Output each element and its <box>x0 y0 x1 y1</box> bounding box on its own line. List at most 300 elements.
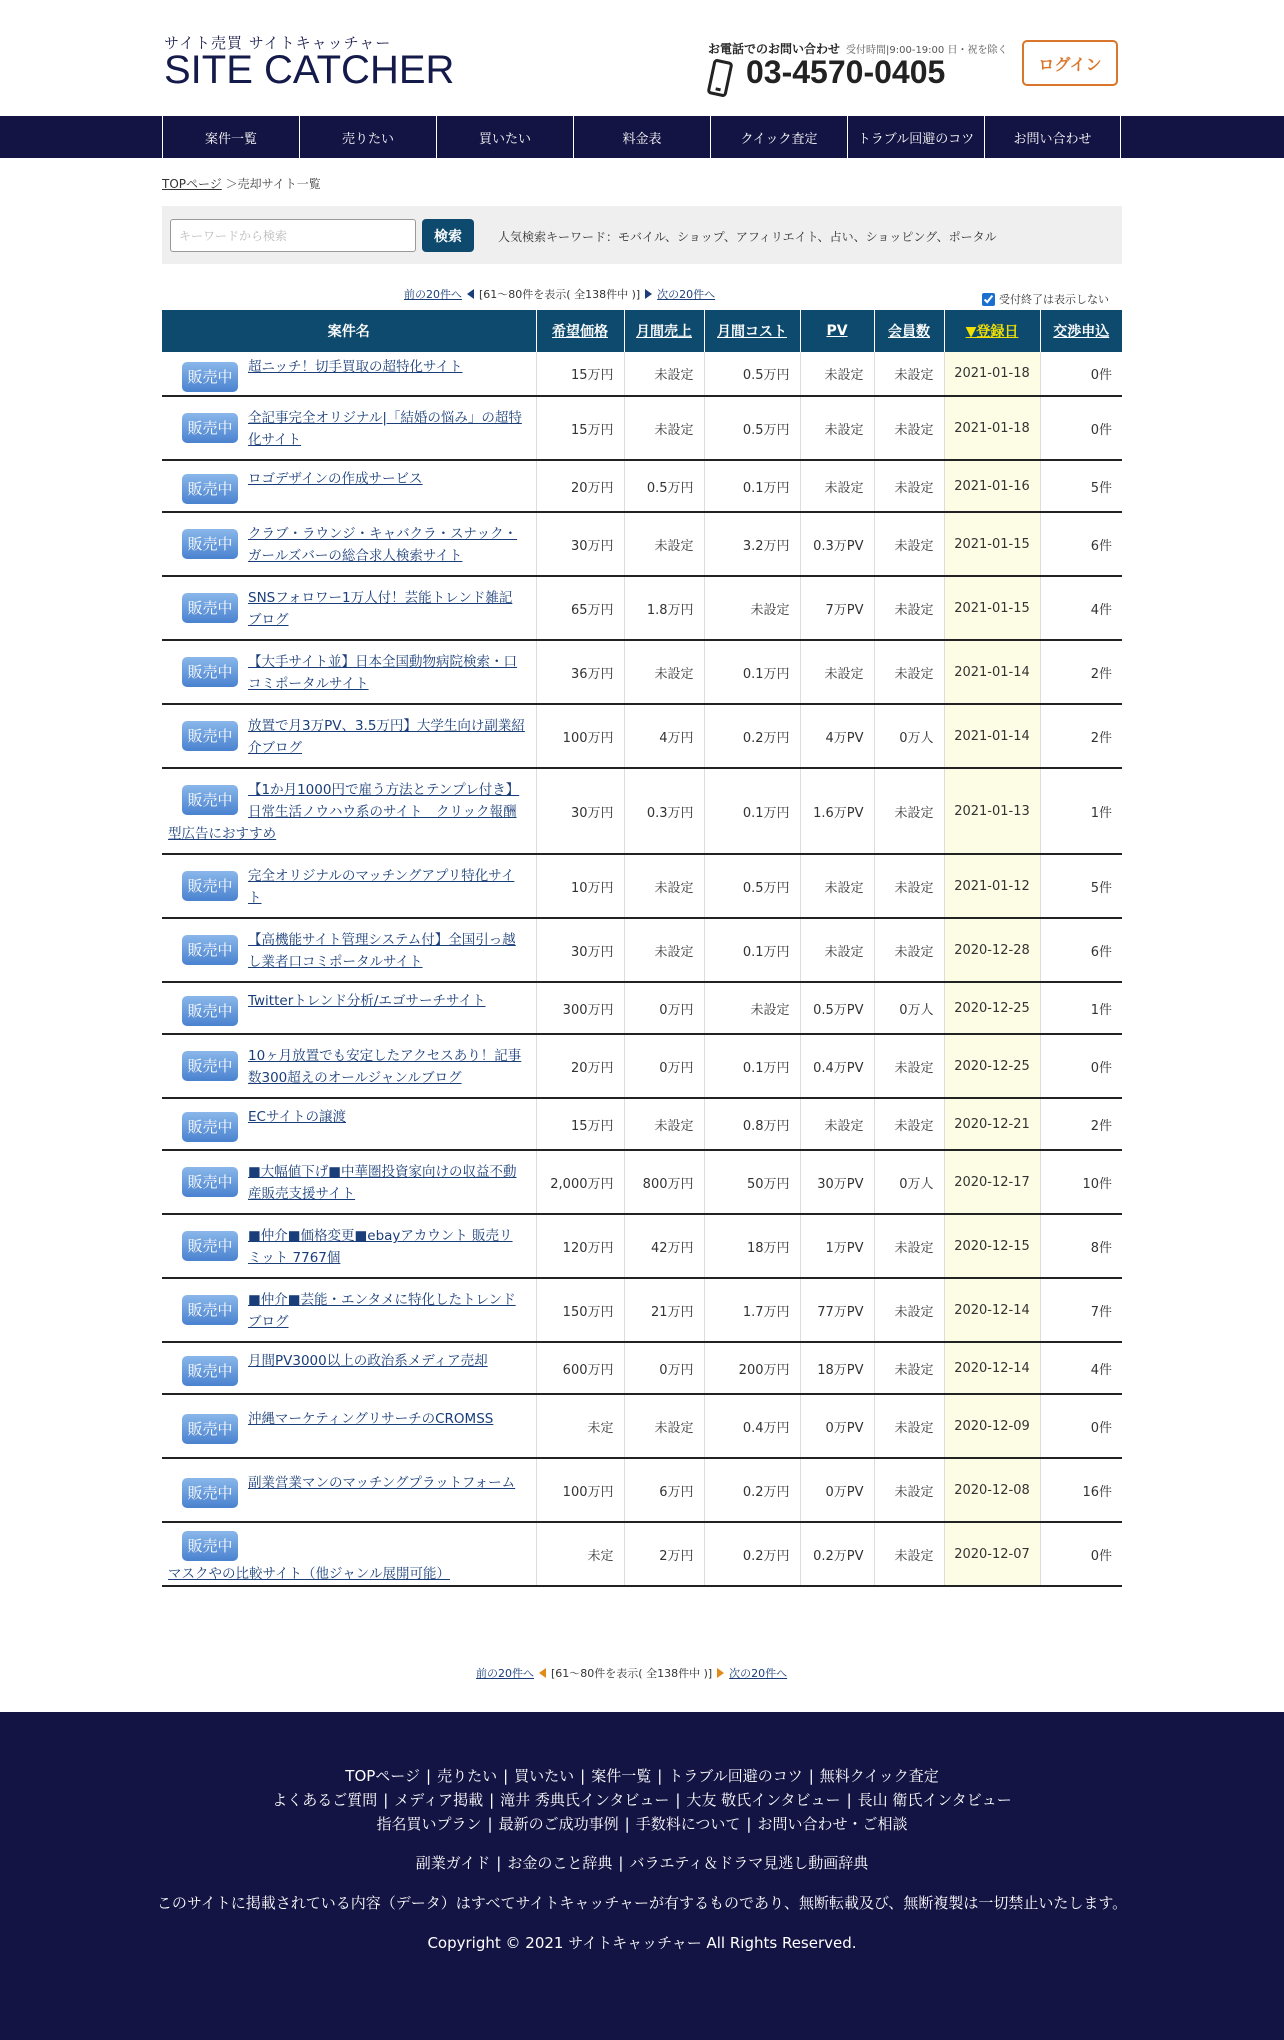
cell-members: 未設定 <box>874 1214 944 1278</box>
footer-link[interactable]: 指名買いプラン <box>376 1815 482 1833</box>
cell-price: 20万円 <box>536 1034 624 1098</box>
cell-sales: 未設定 <box>624 396 704 460</box>
cell-price: 未定 <box>536 1522 624 1586</box>
table-row <box>162 1034 1122 1098</box>
status-badge: 販売中 <box>182 474 238 504</box>
cell-pv: 未設定 <box>800 460 874 512</box>
status-badge: 販売中 <box>182 1167 238 1197</box>
cell-name <box>162 512 536 576</box>
listing-name-wrap <box>168 405 526 451</box>
cell-name <box>162 1522 536 1586</box>
cell-name <box>162 1342 536 1394</box>
cell-pv: 1.6万PV <box>800 768 874 854</box>
cell-members: 0万人 <box>874 982 944 1034</box>
listing-name-wrap <box>168 1523 526 1585</box>
status-badge: 販売中 <box>182 1231 238 1261</box>
cell-date: 2020-12-08 <box>944 1458 1040 1522</box>
status-badge: 販売中 <box>182 362 238 392</box>
cell-sales: 0万円 <box>624 1034 704 1098</box>
cell-pv: 4万PV <box>800 704 874 768</box>
cell-price: 10万円 <box>536 854 624 918</box>
listing-name-wrap <box>168 466 526 498</box>
footer-link[interactable]: トラブル回避のコツ <box>668 1767 803 1785</box>
cell-offers: 16件 <box>1040 1458 1122 1522</box>
cell-cost: 0.4万円 <box>704 1394 800 1458</box>
column-header-label: PV <box>826 323 848 339</box>
status-badge: 販売中 <box>182 1531 238 1561</box>
contact-label-text: お電話でのお問い合わせ <box>708 42 841 56</box>
cell-cost: 未設定 <box>704 982 800 1034</box>
status-badge: 販売中 <box>182 1295 238 1325</box>
listing-link[interactable]: 【高機能サイト管理システム付】全国引っ越し業者口コミポータルサイト <box>248 932 516 970</box>
footer-copyright: Copyright © 2021 サイトキャッチャー All Rights Reserved. <box>427 1934 857 1952</box>
listing-table <box>162 310 1122 1587</box>
cell-sales: 未設定 <box>624 512 704 576</box>
cell-price: 15万円 <box>536 352 624 396</box>
cell-offers: 0件 <box>1040 1034 1122 1098</box>
column-header-label: ▼登録日 <box>965 324 1019 340</box>
listing-name-wrap <box>168 1104 526 1136</box>
cell-sales: 0万円 <box>624 982 704 1034</box>
footer-link[interactable]: 大友 敬氏インタビュー <box>686 1791 841 1809</box>
cell-pv: 7万PV <box>800 576 874 640</box>
cell-sales: 0.3万円 <box>624 768 704 854</box>
listing-link[interactable]: Twitterトレンド分析/エゴサーチサイト <box>248 993 486 1009</box>
footer-link[interactable]: よくあるご質問 <box>272 1791 378 1809</box>
site-logo[interactable]: SITE CATCHER <box>164 48 455 92</box>
cell-date: 2020-12-07 <box>944 1522 1040 1586</box>
cell-name <box>162 1098 536 1150</box>
prev-arrow-icon-bottom <box>539 1668 546 1678</box>
popular-keywords: 人気検索キーワード：モバイル、ショップ、アフィリエイト、占い、ショッピング、ポータル <box>498 230 997 244</box>
listing-name-wrap <box>168 713 526 759</box>
cell-name <box>162 352 536 396</box>
prev-page-link[interactable]: 前の20件へ <box>404 288 462 301</box>
listing-link[interactable]: ■仲介■価格変更■ebayアカウント 販売リミット 7767個 <box>248 1228 513 1266</box>
cell-name <box>162 1394 536 1458</box>
cell-cost: 0.5万円 <box>704 854 800 918</box>
table-row <box>162 1342 1122 1394</box>
breadcrumb-separator: ＞ <box>221 177 238 191</box>
cell-date: 2020-12-21 <box>944 1098 1040 1150</box>
cell-name <box>162 460 536 512</box>
phone-icon <box>706 58 733 97</box>
cell-price: 30万円 <box>536 512 624 576</box>
cell-date: 2021-01-18 <box>944 352 1040 396</box>
listing-link[interactable]: クラブ・ラウンジ・キャバクラ・スナック・ガールズバーの総合求人検索サイト <box>248 526 518 564</box>
cell-cost: 0.2万円 <box>704 1458 800 1522</box>
cell-name <box>162 704 536 768</box>
footer-link[interactable]: 買いたい <box>514 1767 575 1785</box>
footer-separator: | <box>675 1791 681 1809</box>
cell-cost: 50万円 <box>704 1150 800 1214</box>
cell-date: 2020-12-17 <box>944 1150 1040 1214</box>
cell-sales: 未設定 <box>624 854 704 918</box>
cell-pv: 0万PV <box>800 1394 874 1458</box>
column-header-price[interactable] <box>536 310 624 352</box>
cell-cost: 0.5万円 <box>704 396 800 460</box>
footer-link[interactable]: 副業ガイド <box>415 1854 491 1872</box>
table-row <box>162 1394 1122 1458</box>
table-row <box>162 396 1122 460</box>
pager-info: [61～80件を表示( 全138件中 )] <box>479 288 641 301</box>
cell-name <box>162 1034 536 1098</box>
status-badge: 販売中 <box>182 996 238 1026</box>
cell-offers: 2件 <box>1040 704 1122 768</box>
nav-item-2[interactable]: 買いたい <box>436 116 573 158</box>
footer-link[interactable]: 長山 衛氏インタビュー <box>857 1791 1012 1809</box>
cell-sales: 2万円 <box>624 1522 704 1586</box>
column-header-cost[interactable] <box>704 310 800 352</box>
listing-link[interactable]: ■大幅値下げ■中華圏投資家向けの収益不動産販売支援サイト <box>248 1164 517 1202</box>
cell-offers: 4件 <box>1040 1342 1122 1394</box>
listing-link[interactable]: 副業営業マンのマッチングプラットフォーム <box>248 1475 516 1491</box>
column-header-offers[interactable] <box>1040 310 1122 352</box>
cell-offers: 0件 <box>1040 1522 1122 1586</box>
cell-price: 65万円 <box>536 576 624 640</box>
breadcrumb <box>162 175 321 192</box>
cell-name <box>162 768 536 854</box>
pager-info-bottom: [61～80件を表示( 全138件中 )] <box>551 1667 713 1680</box>
cell-offers: 5件 <box>1040 854 1122 918</box>
login-button[interactable]: ログイン <box>1022 40 1118 86</box>
footer-link[interactable]: バラエティ＆ドラマ見逃し動画辞典 <box>629 1854 869 1872</box>
cell-offers: 6件 <box>1040 512 1122 576</box>
footer-separator: | <box>657 1767 663 1785</box>
cell-cost: 0.1万円 <box>704 768 800 854</box>
column-header-members[interactable] <box>874 310 944 352</box>
footer-separator: | <box>624 1815 630 1833</box>
cell-pv: 0.3万PV <box>800 512 874 576</box>
search-button[interactable]: 検索 <box>422 219 474 252</box>
cell-price: 100万円 <box>536 1458 624 1522</box>
table-header-row <box>162 310 1122 352</box>
table-body <box>162 352 1122 1586</box>
listing-link[interactable]: 【大手サイト並】日本全国動物病院検索・口コミポータルサイト <box>248 654 518 692</box>
column-header-name <box>162 310 536 352</box>
cell-name <box>162 1278 536 1342</box>
cell-members: 未設定 <box>874 1394 944 1458</box>
status-badge: 販売中 <box>182 785 238 815</box>
listing-name-wrap <box>168 777 526 845</box>
listing-link[interactable]: マスクやの比較サイト（他ジャンル展開可能） <box>168 1566 450 1582</box>
footer-separator: | <box>808 1767 814 1785</box>
listing-link[interactable]: 月間PV3000以上の政治系メディア売却 <box>248 1353 488 1369</box>
status-badge: 販売中 <box>182 1051 238 1081</box>
site-header <box>0 0 1284 116</box>
listing-link[interactable]: 超ニッチ！切手買取の超特化サイト <box>248 358 463 375</box>
listing-link[interactable]: 【1か月1000円で雇う方法とテンプレ付き】日常生活ノウハウ系のサイト クリック報酬型広告におすすめ <box>168 782 520 842</box>
footer-separator: | <box>426 1767 432 1785</box>
cell-date: 2021-01-15 <box>944 512 1040 576</box>
listing-link[interactable]: 全記事完全オリジナル|「結婚の悩み」の超特化サイト <box>248 410 522 448</box>
status-badge: 販売中 <box>182 1112 238 1142</box>
cell-offers: 10件 <box>1040 1150 1122 1214</box>
footer-links-row-3 <box>0 1813 1284 1834</box>
hide-closed-label: 受付終了は表示しない <box>999 293 1109 306</box>
cell-date: 2021-01-14 <box>944 704 1040 768</box>
cell-price: 150万円 <box>536 1278 624 1342</box>
cell-sales: 0.5万円 <box>624 460 704 512</box>
listing-link[interactable]: 放置で月3万PV、3.5万円】大学生向け副業紹介ブログ <box>248 718 525 756</box>
table-row <box>162 576 1122 640</box>
cell-members: 未設定 <box>874 854 944 918</box>
cell-pv: 未設定 <box>800 918 874 982</box>
cell-sales: 42万円 <box>624 1214 704 1278</box>
listing-name-wrap <box>168 1223 526 1269</box>
cell-cost: 0.2万円 <box>704 704 800 768</box>
prev-page-link-bottom[interactable]: 前の20件へ <box>476 1667 534 1680</box>
next-page-link[interactable]: 次の20件へ <box>657 288 716 301</box>
hide-closed-checkbox[interactable] <box>982 293 995 306</box>
footer-links-row-4 <box>0 1852 1284 1873</box>
cell-name <box>162 918 536 982</box>
cell-cost: 18万円 <box>704 1214 800 1278</box>
cell-members: 未設定 <box>874 1522 944 1586</box>
cell-pv: 0.4万PV <box>800 1034 874 1098</box>
footer-link[interactable]: お問い合わせ・ご相談 <box>757 1815 908 1833</box>
footer-separator: | <box>496 1854 502 1872</box>
listing-name-wrap <box>168 1043 526 1089</box>
status-badge: 販売中 <box>182 413 238 443</box>
footer-separator: | <box>383 1791 389 1809</box>
cell-offers: 5件 <box>1040 460 1122 512</box>
listing-name-wrap <box>168 1348 526 1380</box>
hide-closed-toggle[interactable] <box>982 291 1109 307</box>
footer-separator: | <box>489 1791 495 1809</box>
cell-cost: 3.2万円 <box>704 512 800 576</box>
cell-offers: 7件 <box>1040 1278 1122 1342</box>
cell-price: 100万円 <box>536 704 624 768</box>
cell-price: 15万円 <box>536 396 624 460</box>
cell-offers: 0件 <box>1040 396 1122 460</box>
cell-members: 未設定 <box>874 576 944 640</box>
table-row <box>162 918 1122 982</box>
listing-name-wrap <box>168 1470 526 1502</box>
table-row <box>162 1214 1122 1278</box>
column-header-pv[interactable] <box>800 310 874 352</box>
next-arrow-icon-bottom <box>717 1668 724 1678</box>
status-badge: 販売中 <box>182 529 238 559</box>
cell-date: 2020-12-15 <box>944 1214 1040 1278</box>
cell-date: 2021-01-15 <box>944 576 1040 640</box>
table-row <box>162 1098 1122 1150</box>
footer-link[interactable]: 最新のご成功事例 <box>498 1815 619 1833</box>
cell-members: 未設定 <box>874 512 944 576</box>
cell-name <box>162 1214 536 1278</box>
pager-top <box>404 286 715 302</box>
listing-link[interactable]: 沖縄マーケティングリサーチのCROMSS <box>248 1411 494 1427</box>
cell-date: 2020-12-14 <box>944 1278 1040 1342</box>
cell-offers: 1件 <box>1040 768 1122 854</box>
cell-sales: 0万円 <box>624 1342 704 1394</box>
column-header-label: 会員数 <box>888 324 930 340</box>
cell-cost: 0.5万円 <box>704 352 800 396</box>
column-header-label: 希望価格 <box>552 324 608 340</box>
footer-separator: | <box>487 1815 493 1833</box>
table-row <box>162 640 1122 704</box>
cell-offers: 8件 <box>1040 1214 1122 1278</box>
table-row <box>162 512 1122 576</box>
cell-offers: 2件 <box>1040 1098 1122 1150</box>
cell-cost: 0.1万円 <box>704 918 800 982</box>
listing-link[interactable]: ■仲介■芸能・エンタメに特化したトレンドブログ <box>248 1292 516 1330</box>
prev-arrow-icon <box>467 289 474 299</box>
status-badge: 販売中 <box>182 1414 238 1444</box>
cell-price: 20万円 <box>536 460 624 512</box>
cell-pv: 1万PV <box>800 1214 874 1278</box>
cell-price: 2,000万円 <box>536 1150 624 1214</box>
cell-price: 120万円 <box>536 1214 624 1278</box>
footer-separator: | <box>746 1815 752 1833</box>
table-row <box>162 982 1122 1034</box>
cell-members: 未設定 <box>874 640 944 704</box>
cell-pv: 18万PV <box>800 1342 874 1394</box>
next-arrow-icon <box>645 289 652 299</box>
cell-sales: 21万円 <box>624 1278 704 1342</box>
cell-pv: 77万PV <box>800 1278 874 1342</box>
cell-name <box>162 854 536 918</box>
cell-date: 2020-12-25 <box>944 1034 1040 1098</box>
cell-date: 2021-01-18 <box>944 396 1040 460</box>
footer-links-row-2 <box>0 1789 1284 1810</box>
listing-link[interactable]: ロゴデザインの作成サービス <box>248 471 423 487</box>
table-row <box>162 1150 1122 1214</box>
cell-members: 未設定 <box>874 396 944 460</box>
nav-item-5[interactable]: トラブル回避のコツ <box>847 116 984 158</box>
cell-members: 未設定 <box>874 918 944 982</box>
footer-notice: このサイトに掲載されている内容（データ）はすべてサイトキャッチャーが有するものであり、無断転載及び、無断複製は一切禁止いたします。 <box>156 1894 1128 1912</box>
status-badge: 販売中 <box>182 721 238 751</box>
cell-name <box>162 982 536 1034</box>
table-row <box>162 1522 1122 1586</box>
footer-links-row-1 <box>0 1765 1284 1786</box>
search-input[interactable] <box>170 219 416 252</box>
listing-name-wrap <box>168 927 526 973</box>
footer-separator: | <box>580 1767 586 1785</box>
listing-link[interactable]: ECサイトの譲渡 <box>248 1109 347 1125</box>
cell-sales: 6万円 <box>624 1458 704 1522</box>
cell-price: 300万円 <box>536 982 624 1034</box>
pager-bottom <box>476 1665 787 1681</box>
cell-offers: 4件 <box>1040 576 1122 640</box>
cell-members: 0万人 <box>874 704 944 768</box>
cell-date: 2020-12-28 <box>944 918 1040 982</box>
cell-pv: 未設定 <box>800 396 874 460</box>
cell-date: 2020-12-09 <box>944 1394 1040 1458</box>
listing-name-wrap <box>168 1287 526 1333</box>
cell-sales: 未設定 <box>624 352 704 396</box>
cell-members: 未設定 <box>874 768 944 854</box>
cell-offers: 0件 <box>1040 1394 1122 1458</box>
nav-item-1[interactable]: 売りたい <box>299 116 436 158</box>
cell-cost: 未設定 <box>704 576 800 640</box>
cell-offers: 1件 <box>1040 982 1122 1034</box>
listing-name-wrap <box>168 1159 526 1205</box>
footer-link[interactable]: お金のこと辞典 <box>507 1854 613 1872</box>
cell-name <box>162 1458 536 1522</box>
cell-sales: 1.8万円 <box>624 576 704 640</box>
cell-pv: 未設定 <box>800 854 874 918</box>
nav-item-0[interactable]: 案件一覧 <box>162 116 299 158</box>
cell-name <box>162 396 536 460</box>
cell-price: 15万円 <box>536 1098 624 1150</box>
nav-item-6[interactable]: お問い合わせ <box>984 116 1121 158</box>
cell-price: 未定 <box>536 1394 624 1458</box>
status-badge: 販売中 <box>182 657 238 687</box>
search-box <box>162 206 1122 264</box>
cell-members: 未設定 <box>874 460 944 512</box>
cell-offers: 2件 <box>1040 640 1122 704</box>
status-badge: 販売中 <box>182 1478 238 1508</box>
logo-subtitle: サイト売買 サイトキャッチャー <box>164 34 392 52</box>
cell-sales: 4万円 <box>624 704 704 768</box>
cell-cost: 0.8万円 <box>704 1098 800 1150</box>
listing-link[interactable]: 10ヶ月放置でも安定したアクセスあり！記事数300超えのオールジャンルブログ <box>248 1048 522 1086</box>
footer-separator: | <box>846 1791 852 1809</box>
column-header-sales[interactable] <box>624 310 704 352</box>
column-header-date[interactable] <box>944 310 1040 352</box>
cell-name <box>162 640 536 704</box>
nav-item-3[interactable]: 料金表 <box>573 116 710 158</box>
cell-date: 2021-01-14 <box>944 640 1040 704</box>
nav-item-4[interactable]: クイック査定 <box>710 116 847 158</box>
table-row <box>162 704 1122 768</box>
footer-link[interactable]: メディア掲載 <box>394 1791 484 1809</box>
table-row <box>162 460 1122 512</box>
cell-members: 未設定 <box>874 1458 944 1522</box>
footer-link[interactable]: 手数料について <box>635 1815 741 1833</box>
listing-name-wrap <box>168 863 526 909</box>
cell-cost: 200万円 <box>704 1342 800 1394</box>
listing-link[interactable]: 完全オリジナルのマッチングアプリ特化サイト <box>248 868 515 906</box>
cell-sales: 未設定 <box>624 640 704 704</box>
main-nav <box>0 116 1284 158</box>
footer-link[interactable]: 滝井 秀典氏インタビュー <box>500 1791 670 1809</box>
next-page-link-bottom[interactable]: 次の20件へ <box>729 1667 788 1680</box>
footer-link[interactable]: 案件一覧 <box>591 1767 652 1785</box>
footer-link[interactable]: 売りたい <box>437 1767 498 1785</box>
listing-name-wrap <box>168 1406 526 1438</box>
cell-members: 0万人 <box>874 1150 944 1214</box>
cell-price: 36万円 <box>536 640 624 704</box>
cell-date: 2021-01-16 <box>944 460 1040 512</box>
cell-pv: 未設定 <box>800 352 874 396</box>
column-header-label: 月間売上 <box>636 324 692 340</box>
cell-members: 未設定 <box>874 1278 944 1342</box>
cell-pv: 0万PV <box>800 1458 874 1522</box>
footer-link[interactable]: TOPページ <box>345 1767 420 1785</box>
nav-items <box>162 116 1121 158</box>
table-row <box>162 1278 1122 1342</box>
cell-sales: 未設定 <box>624 918 704 982</box>
cell-pv: 0.2万PV <box>800 1522 874 1586</box>
phone-number[interactable]: 03-4570-0405 <box>746 54 946 90</box>
cell-offers: 0件 <box>1040 352 1122 396</box>
cell-date: 2021-01-12 <box>944 854 1040 918</box>
listing-link[interactable]: SNSフォロワー1万人付！芸能トレンド雑記ブログ <box>248 590 513 628</box>
cell-members: 未設定 <box>874 352 944 396</box>
breadcrumb-home[interactable]: TOPページ <box>162 177 222 191</box>
column-header-label: 月間コスト <box>717 324 787 340</box>
listing-name-wrap <box>168 354 526 386</box>
column-header-label: 案件名 <box>327 324 370 340</box>
footer-link[interactable]: 無料クイック査定 <box>819 1767 939 1785</box>
cell-cost: 1.7万円 <box>704 1278 800 1342</box>
cell-offers: 6件 <box>1040 918 1122 982</box>
cell-members: 未設定 <box>874 1342 944 1394</box>
status-badge: 販売中 <box>182 871 238 901</box>
